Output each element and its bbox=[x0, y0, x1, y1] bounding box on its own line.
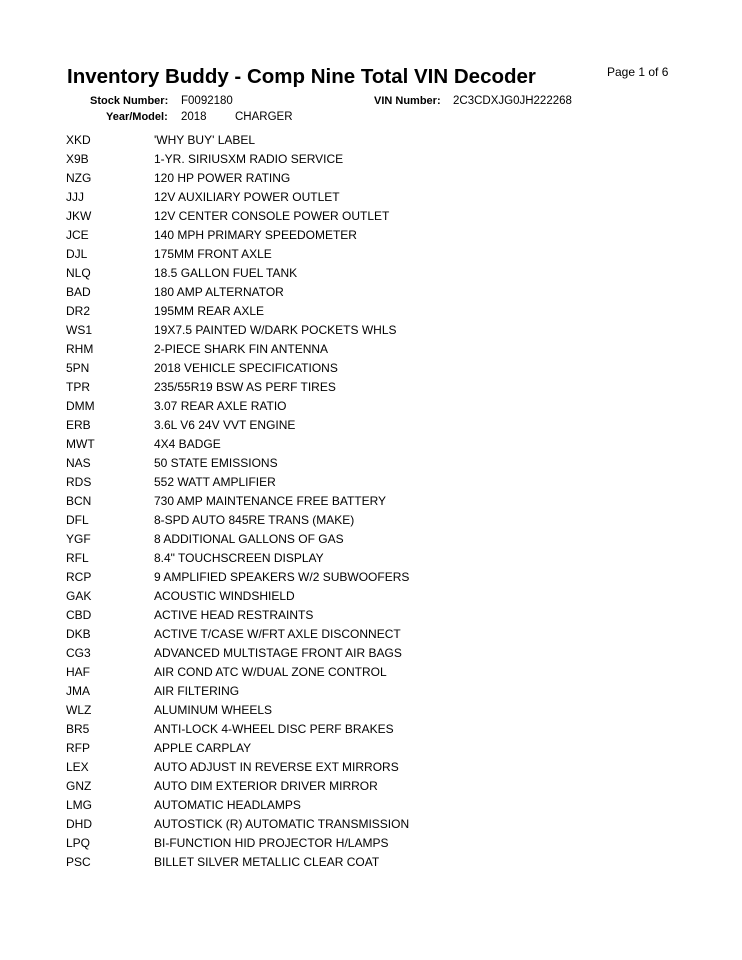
option-code: DKB bbox=[66, 627, 91, 641]
option-code: GAK bbox=[66, 589, 92, 603]
option-code: JCE bbox=[66, 228, 89, 242]
option-description: 120 HP POWER RATING bbox=[154, 171, 291, 185]
option-description: 19X7.5 PAINTED W/DARK POCKETS WHLS bbox=[154, 323, 397, 337]
option-code: NLQ bbox=[66, 266, 91, 280]
option-code: X9B bbox=[66, 152, 89, 166]
option-description: AUTOSTICK (R) AUTOMATIC TRANSMISSION bbox=[154, 817, 410, 831]
option-description: 552 WATT AMPLIFIER bbox=[154, 475, 276, 489]
option-description: 50 STATE EMISSIONS bbox=[154, 456, 278, 470]
option-description: AUTO DIM EXTERIOR DRIVER MIRROR bbox=[154, 779, 378, 793]
option-description: AUTOMATIC HEADLAMPS bbox=[154, 798, 301, 812]
option-code: NZG bbox=[66, 171, 92, 185]
option-code: PSC bbox=[66, 855, 91, 869]
option-description: 3.07 REAR AXLE RATIO bbox=[154, 399, 287, 413]
page-title: Inventory Buddy - Comp Nine Total VIN Decoder bbox=[67, 65, 536, 88]
option-code: RFL bbox=[66, 551, 89, 565]
option-code: CBD bbox=[66, 608, 92, 622]
option-description: AIR COND ATC W/DUAL ZONE CONTROL bbox=[154, 665, 387, 679]
option-description: 18.5 GALLON FUEL TANK bbox=[154, 266, 298, 280]
option-code: CG3 bbox=[66, 646, 91, 660]
option-description: 3.6L V6 24V VVT ENGINE bbox=[154, 418, 296, 432]
option-description: ACTIVE HEAD RESTRAINTS bbox=[154, 608, 314, 622]
vin-label: VIN Number: bbox=[374, 95, 441, 107]
option-code: WS1 bbox=[66, 323, 93, 337]
option-code: DJL bbox=[66, 247, 88, 261]
option-code: RDS bbox=[66, 475, 92, 489]
option-description: ANTI-LOCK 4-WHEEL DISC PERF BRAKES bbox=[154, 722, 394, 736]
option-code: DR2 bbox=[66, 304, 91, 318]
option-code: XKD bbox=[66, 133, 91, 147]
option-code: JMA bbox=[66, 684, 90, 698]
option-code: YGF bbox=[66, 532, 91, 546]
option-code: JJJ bbox=[66, 190, 84, 204]
option-description: 4X4 BADGE bbox=[154, 437, 221, 451]
option-description: 175MM FRONT AXLE bbox=[154, 247, 272, 261]
option-code: MWT bbox=[66, 437, 95, 451]
option-description: 1-YR. SIRIUSXM RADIO SERVICE bbox=[154, 152, 344, 166]
year-model-label: Year/Model: bbox=[106, 111, 168, 123]
option-description: BILLET SILVER METALLIC CLEAR COAT bbox=[154, 855, 380, 869]
option-description: ALUMINUM WHEELS bbox=[154, 703, 273, 717]
option-description: 730 AMP MAINTENANCE FREE BATTERY bbox=[154, 494, 387, 508]
stock-number-value: F0092180 bbox=[181, 95, 233, 107]
option-description: 195MM REAR AXLE bbox=[154, 304, 265, 318]
option-code: GNZ bbox=[66, 779, 92, 793]
option-code: DHD bbox=[66, 817, 92, 831]
option-code: RHM bbox=[66, 342, 94, 356]
option-code: RFP bbox=[66, 741, 90, 755]
option-description: 235/55R19 BSW AS PERF TIRES bbox=[154, 380, 336, 394]
year-value: 2018 bbox=[181, 111, 207, 123]
option-description: 2018 VEHICLE SPECIFICATIONS bbox=[154, 361, 338, 375]
option-description: BI-FUNCTION HID PROJECTOR H/LAMPS bbox=[154, 836, 389, 850]
option-description: AIR FILTERING bbox=[154, 684, 240, 698]
option-code: RCP bbox=[66, 570, 92, 584]
option-code: BCN bbox=[66, 494, 92, 508]
model-value: CHARGER bbox=[235, 111, 293, 123]
option-description: 2-PIECE SHARK FIN ANTENNA bbox=[154, 342, 329, 356]
option-description: 'WHY BUY' LABEL bbox=[154, 133, 256, 147]
option-code: JKW bbox=[66, 209, 92, 223]
option-description: ACTIVE T/CASE W/FRT AXLE DISCONNECT bbox=[154, 627, 401, 641]
option-description: 12V CENTER CONSOLE POWER OUTLET bbox=[154, 209, 390, 223]
option-code: HAF bbox=[66, 665, 90, 679]
option-code: LPQ bbox=[66, 836, 91, 850]
option-code: BR5 bbox=[66, 722, 90, 736]
option-code: LMG bbox=[66, 798, 93, 812]
option-code: DMM bbox=[66, 399, 95, 413]
option-description: 8-SPD AUTO 845RE TRANS (MAKE) bbox=[154, 513, 355, 527]
option-code: ERB bbox=[66, 418, 91, 432]
option-code: WLZ bbox=[66, 703, 92, 717]
option-description: 180 AMP ALTERNATOR bbox=[154, 285, 284, 299]
option-code: NAS bbox=[66, 456, 91, 470]
option-description: ACOUSTIC WINDSHIELD bbox=[154, 589, 295, 603]
option-description: 8.4" TOUCHSCREEN DISPLAY bbox=[154, 551, 324, 565]
stock-number-label: Stock Number: bbox=[90, 95, 169, 107]
option-description: 140 MPH PRIMARY SPEEDOMETER bbox=[154, 228, 357, 242]
option-code: 5PN bbox=[66, 361, 90, 375]
option-code: TPR bbox=[66, 380, 90, 394]
page-indicator: Page 1 of 6 bbox=[607, 65, 669, 79]
option-description: APPLE CARPLAY bbox=[154, 741, 252, 755]
option-description: 12V AUXILIARY POWER OUTLET bbox=[154, 190, 340, 204]
vin-value: 2C3CDXJG0JH222268 bbox=[453, 95, 572, 107]
option-description: 8 ADDITIONAL GALLONS OF GAS bbox=[154, 532, 344, 546]
option-description: AUTO ADJUST IN REVERSE EXT MIRRORS bbox=[154, 760, 399, 774]
option-description: 9 AMPLIFIED SPEAKERS W/2 SUBWOOFERS bbox=[154, 570, 410, 584]
option-description: ADVANCED MULTISTAGE FRONT AIR BAGS bbox=[154, 646, 402, 660]
option-code: LEX bbox=[66, 760, 89, 774]
option-code: DFL bbox=[66, 513, 89, 527]
option-code: BAD bbox=[66, 285, 91, 299]
